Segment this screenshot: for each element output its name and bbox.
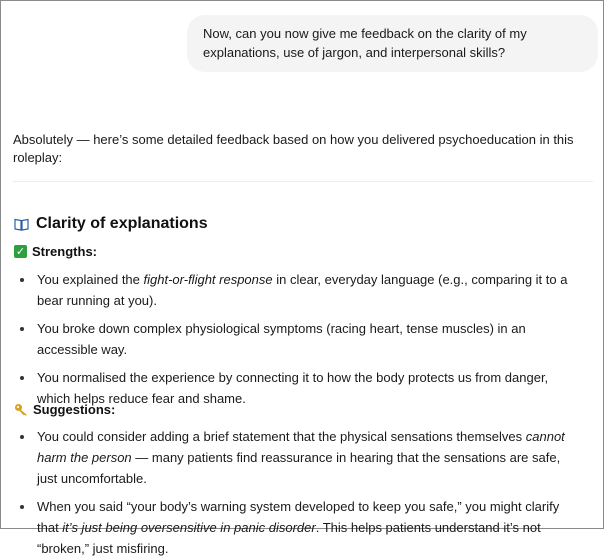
user-message-text: Now, can you now give me feedback on the clarity of my explanations, use of jargon, and interpersonal skills? [203, 26, 527, 60]
suggestions-label: Suggestions: [33, 402, 116, 417]
list-item: When you said “your body’s warning system developed to keep you safe,” you might clarify that it’s just being oversensitive in panic disorder. This helps patients understand it’s not “broken,” just misfiring. [13, 496, 583, 559]
user-message-bubble [187, 15, 598, 72]
strengths-list [13, 269, 583, 409]
open-book-icon [14, 218, 29, 231]
list-item: You normalised the experience by connecting it to how the body protects us from danger, which helps reduce fear and shame. [13, 367, 583, 409]
list-item: You explained the fight-or-flight response in clear, everyday language (e.g., comparing it to a bear running at you). [13, 269, 583, 311]
suggestions-heading [14, 402, 115, 417]
divider [13, 181, 593, 182]
suggestions-list [13, 426, 583, 559]
list-item: You broke down complex physiological symptoms (racing heart, tense muscles) in an accessible way. [13, 318, 583, 360]
strengths-label: Strengths: [32, 244, 97, 259]
key-icon [14, 403, 29, 416]
section-heading [14, 215, 208, 233]
check-mark-icon: ✓ [15, 245, 26, 258]
strengths-heading [14, 244, 97, 259]
assistant-intro: Absolutely — here’s some detailed feedback based on how you delivered psychoeducation in this roleplay: [13, 132, 574, 165]
section-heading-text: Clarity of explanations [36, 215, 208, 232]
list-item: You could consider adding a brief statement that the physical sensations themselves cannot harm the person — many patients find reassurance in hearing that the sensations are safe, just uncomfortable. [13, 426, 583, 489]
